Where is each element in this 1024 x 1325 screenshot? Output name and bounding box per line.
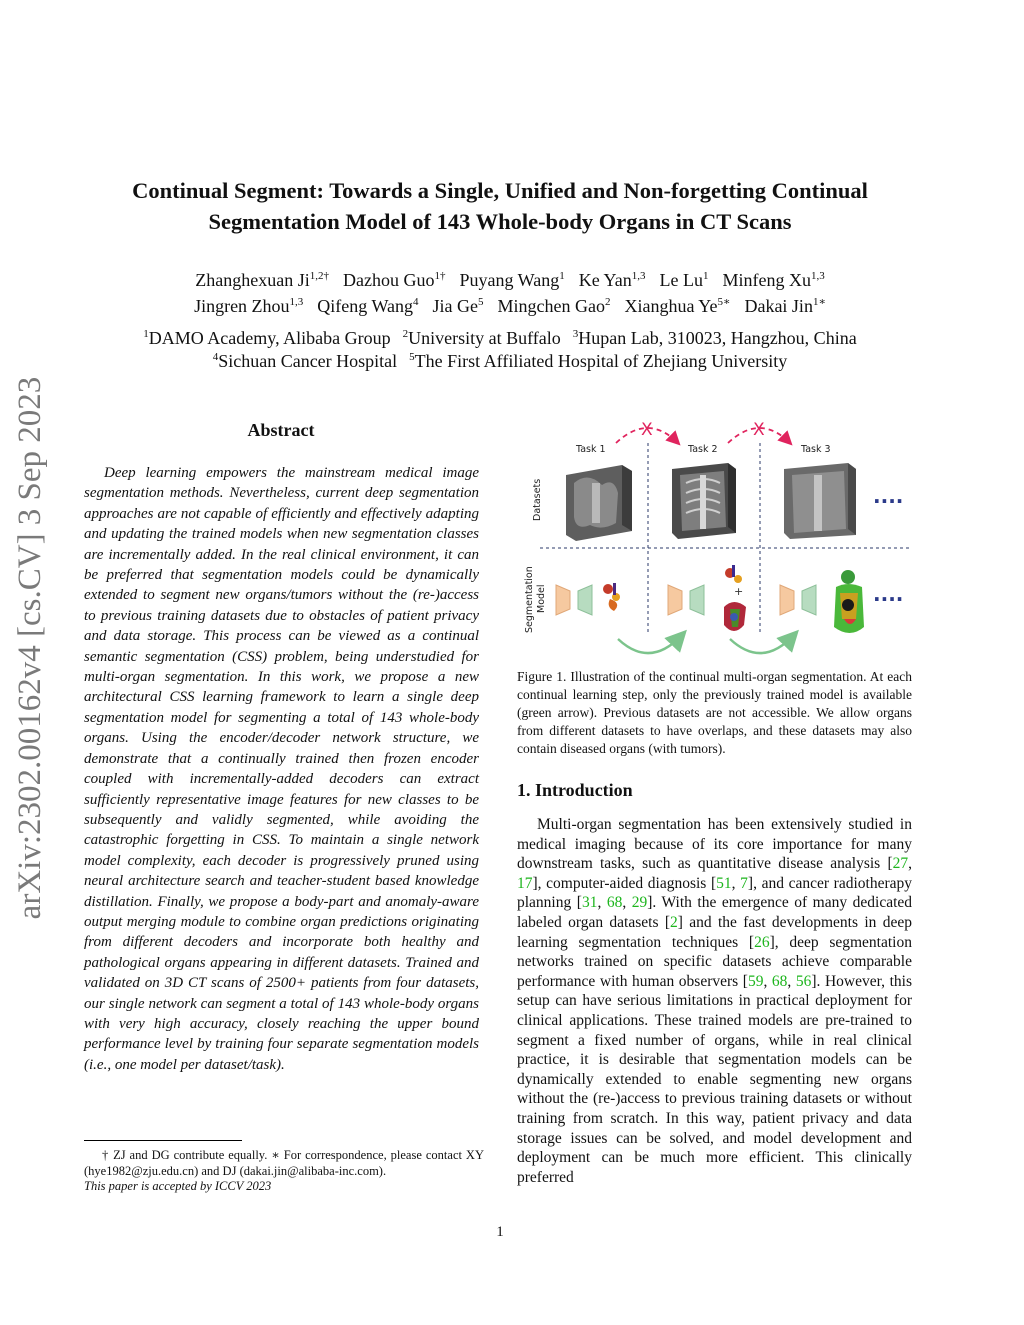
affiliation-1 [409,351,787,371]
author-superscript: 1† [434,270,446,282]
paper-title: Continual Segment: Towards a Single, Unified and Non-forgetting Continual Segmentation Model of 143 Whole-body Organs in CT Scans [132,178,868,234]
model-task-3 [780,570,864,633]
abstract-heading: Abstract [247,420,315,440]
author-superscript: 1,3 [810,270,825,282]
ct-volume-task-3 [784,463,856,539]
page-number: 1 [496,1224,504,1240]
affiliation-superscript: 5 [409,351,415,363]
model-task-1 [556,583,620,615]
model-transfer-arrow-2 [730,635,794,653]
author-superscript: 1 [702,270,709,282]
row-label-segmentation: Segmentation [524,566,535,633]
affiliation-name: University at Buffalo [408,328,561,348]
author-superscript: 4 [413,296,419,308]
affiliation-name: Sichuan Cancer Hospital [218,351,398,371]
author-superscript: 5 [477,296,484,308]
author-superscript: 5∗ [717,296,731,308]
author-name: Qifeng Wang [317,296,413,316]
affiliation-2 [573,328,857,348]
cross-mark-1: X [641,420,653,440]
citation-link[interactable]: 17 [517,874,533,892]
affiliation-superscript: 4 [212,351,219,363]
affiliation-0 [143,328,390,348]
author-name: Minfeng Xu [722,270,811,290]
footnote-acceptance: This paper is accepted by ICCV 2023 [84,1179,272,1193]
introduction-text: Multi-organ segmentation has been extensively studied in medical imaging because of its core importance for many downstream tasks, such as quantitative disease analysis [27, 17], computer-aided diagnosis [51, 7], and cancer radiotherapy planning [31, 68, 29]. With the emergence of many dedicated labeled organ datasets [2] and the fast developments in deep learning segmentation techniques [26], deep segmentation networks trained on specific datasets achieve comparable performance with human observers [59, 68, 56]. However, this setup can have serious limitations in practical deployment for clinical applications. These trained models are pre-trained to segment a fixed number of organs, while in real clinical practice, it is desirable that segmentation models can be dynamically extended to enable segmenting new organs without the (re-)access to previous training datasets or without training from scratch. In this way, patient privacy and data storage issues can be solved, and model development and deployment can be much more efficient. This clinically preferred [517,816,913,1186]
author-0 [194,296,303,316]
affiliation-name: DAMO Academy, Alibaba Group [148,328,391,348]
citation-link[interactable]: 26 [754,933,770,951]
affiliation-superscript: 3 [572,328,579,340]
author-3 [497,296,610,316]
ct-volume-task-2 [672,463,736,539]
affiliation-superscript: 1 [143,328,149,340]
citation-link[interactable]: 51 [716,874,732,892]
row-label-datasets: Datasets [532,478,543,521]
affiliation-superscript: 2 [402,328,409,340]
more-tasks-ellipsis-top: .... [873,484,904,508]
citation-link[interactable]: 68 [606,894,623,912]
author-name: Ke Yan [578,270,632,290]
citation-link[interactable]: 56 [795,972,812,990]
author-superscript: 1,3 [631,270,646,282]
affiliation-1 [403,328,561,348]
citation-link[interactable]: 31 [581,894,598,912]
author-superscript: 2 [604,296,611,308]
author-name: Jia Ge [432,296,478,316]
citation-link[interactable]: 7 [740,874,748,892]
author-2 [459,270,564,290]
citation-link[interactable]: 27 [892,855,909,873]
affiliations-line-1 [60,328,940,349]
author-5 [744,296,825,316]
citation-link[interactable]: 29 [631,894,648,912]
author-name: Xianghua Ye [624,296,718,316]
author-1 [317,296,418,316]
figure-1-caption: Figure 1. Illustration of the continual multi-organ segmentation. At each continual learning step, only the previously trained model is available (green arrow). Previous datasets are not accessible. We allow organs from different datasets to have overlaps, and these datasets may also contain diseased organs (with tumors). [517,669,912,756]
author-name: Le Lu [659,270,703,290]
author-3 [579,270,646,290]
author-list-line-1 [80,268,940,292]
task-1-label: Task 1 [576,444,606,455]
more-tasks-ellipsis-bottom: .... [873,582,904,606]
author-name: Jingren Zhou [194,296,290,316]
author-superscript: 1,3 [289,296,304,308]
author-0 [195,270,329,290]
ct-volume-task-1 [566,465,632,541]
model-transfer-arrow-1 [618,635,682,653]
affiliation-name: The First Affiliated Hospital of Zhejiang University [414,351,788,371]
author-superscript: 1 [559,270,565,282]
author-superscript: 1,2† [309,270,329,282]
model-task-2 [668,565,746,631]
row-label-model: Model [536,584,547,613]
author-superscript: 1∗ [812,296,826,308]
author-5 [722,270,824,290]
author-1 [343,270,445,290]
citation-link[interactable]: 59 [747,972,764,990]
author-name: Zhanghexuan Ji [195,270,310,290]
footnote-contribution: † ZJ and DG contribute equally. ∗ For correspondence, please contact XY (hye1982@zju.edu.cn) and DJ (dakai.jin@alibaba-inc.com). [84,1148,484,1178]
task-3-label: Task 3 [801,444,831,455]
author-2 [433,296,484,316]
plus-mark: + [734,585,744,598]
cross-mark-2: X [753,420,765,440]
figure-1 [518,413,912,668]
affiliations-line-2 [60,351,940,372]
author-name: Dakai Jin [744,296,813,316]
citation-link[interactable]: 2 [670,913,678,931]
author-name: Mingchen Gao [497,296,605,316]
author-name: Dazhou Guo [343,270,435,290]
affiliation-name: Hupan Lab, 310023, Hangzhou, China [578,328,857,348]
author-list-line-2 [80,294,940,318]
introduction-heading: 1. Introduction [517,780,633,800]
author-name: Puyang Wang [459,270,560,290]
citation-link[interactable]: 68 [771,972,788,990]
footnote-divider [84,1140,242,1141]
affiliation-0 [213,351,397,371]
task-2-label: Task 2 [688,444,718,455]
abstract-text: Deep learning empowers the mainstream medical image segmentation methods. Nevertheless, current deep segmentation approaches are not capable of efficiently and effectively adapting and updating the trained models when new segmentation classes are incrementally added. In the real clinical environment, it can be preferred that segmentation models could be dynamically extended to segment new organs/tumors without the (re-)access to previous training datasets due to obstacles of patient privacy and data storage. This process can be viewed as a continual semantic segmentation (CSS) problem, being understudied for multi-organ segmentation. In this work, we propose a new architectural CSS learning framework to learn a single deep segmentation model for segmenting a total of 143 whole-body organs. Using the encoder/decoder network structure, we demonstrate that a continually trained then frozen encoder coupled with incrementally-added decoders can extract sufficiently representative image features for new classes to be subsequently and validly segmented, while avoiding the catastrophic forgetting in CSS. To maintain a single network model complexity, each decoder is progressively pruned using neural architecture search and teacher-student based knowledge distillation. Finally, we propose a body-part and anomaly-aware output merging module to combine organ predictions originating from different decoders and incorporate both healthy and pathological organs appearing in different datasets. Trained and validated on 3D CT scans of 2500+ patients from four datasets, our single network can segment a total of 143 whole-body organs with very high accuracy, closely reaching the upper bound performance level by training four separate segmentation models (i.e., one model per dataset/task). [84,465,479,1073]
author-4 [624,296,730,316]
arxiv-stamp: arXiv:2302.00162v4 [cs.CV] 3 Sep 2023 [12,376,48,920]
author-4 [659,270,708,290]
